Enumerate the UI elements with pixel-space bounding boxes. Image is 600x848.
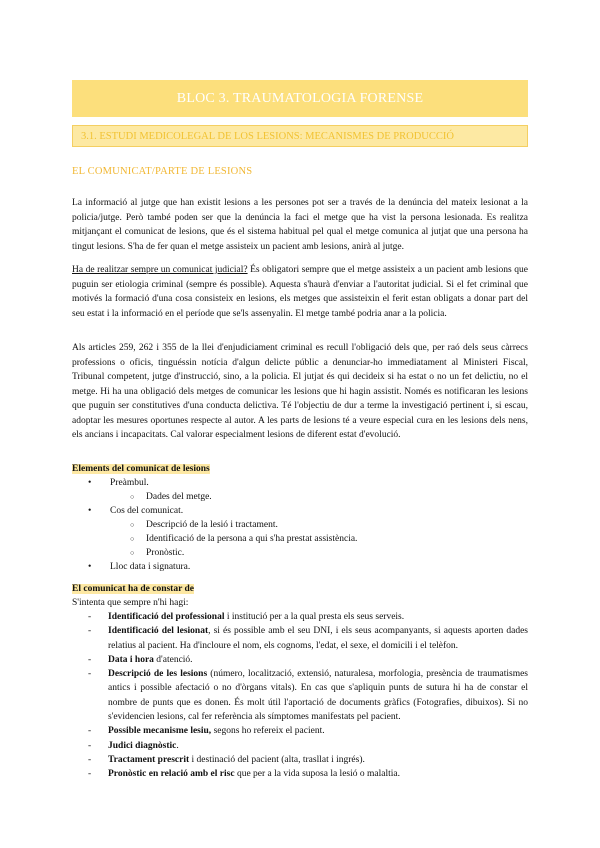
contents-list xyxy=(72,610,528,782)
item-key: Tractament prescrit xyxy=(108,754,190,765)
obligation-answer: És obligatori sempre que el metge assisteix a un pacient amb lesions que puguin ser etiologia criminal (sempre és possible). Aquesta s'haurà d'enviar a l'autoritat judicial. Si el fet criminal que motivés la formació d'una cosa consisteix en lesions, els metges que assisteixin el ferit estan obligats a donar part del seu estat i la informació en el període que se'ls assenyalin. El metge també podria anar a la policia. xyxy=(72,265,528,319)
list-item xyxy=(72,476,528,504)
contents-title xyxy=(72,582,194,596)
item-text: (número, localització, extensió, naturalesa, morfologia, presència de traumatismes antics i possible afectació o no d'òrgans vitals). En cas que s'apliquin punts de sutura hi ha de constar el nombre de punts que es donen. És molt útil l'aportació de documents gràfics (Fotografies, dibuixos). Si no s'evidencien lesions, cal fer referència als símptomes manifestats pel pacient. xyxy=(108,669,529,723)
sub-list-item: ○ Dades del metge. xyxy=(110,490,528,504)
list-item xyxy=(72,653,528,667)
item-text: , si és possible amb el seu DNI, i els seus acompanyants, si aquests aporten dades relatius al pacient. Ha d'incloure el nom, els cognoms, l'edat, el sexe, el domicili i el telèfon. xyxy=(108,626,528,651)
elements-list xyxy=(72,476,528,574)
item-key: Identificació del professional xyxy=(108,612,225,622)
item-key: Descripció de les lesions xyxy=(108,669,208,680)
item-key: Identificació del lesionat xyxy=(108,626,209,637)
bloc-title: BLOC 3. TRAUMATOLOGIA FORENSE xyxy=(176,90,424,106)
section-heading: EL COMUNICAT/PARTE DE LESIONS xyxy=(72,166,253,177)
list-item-label: Lloc data i signatura. xyxy=(110,562,191,572)
elements-title-text: Elements del comunicat de lesions xyxy=(72,464,210,474)
list-item-label: Preàmbul. xyxy=(110,478,149,488)
section-subtitle: 3.1. ESTUDI MEDICOLEGAL DE LOS LESIONS: MECANISMES DE PRODUCCIÓ xyxy=(81,130,454,142)
sub-list-item: ○ Pronòstic. xyxy=(110,546,528,560)
sub-list xyxy=(110,490,528,504)
sub-list-item: ○ Identificació de la persona a qui s'ha prestat assistència. xyxy=(110,532,528,546)
section-subtitle-banner xyxy=(72,125,528,147)
paragraph-obligation xyxy=(72,263,528,321)
item-text: i institució per a la qual presta els seus serveis. xyxy=(224,612,405,622)
list-item xyxy=(72,753,528,767)
list-item xyxy=(72,610,528,624)
obligation-question: Ha de realitzar sempre un comunicat judicial? xyxy=(72,265,248,275)
list-item-label: Cos del comunicat. xyxy=(110,506,184,516)
item-text: segons ho refereix el pacient. xyxy=(211,726,325,737)
list-item xyxy=(72,767,528,781)
list-item xyxy=(72,560,528,574)
elements-title xyxy=(72,462,210,476)
sub-list xyxy=(110,518,528,560)
list-item xyxy=(72,624,528,653)
contents-title-text: El comunicat ha de constar de xyxy=(72,584,195,594)
list-item xyxy=(72,739,528,753)
contents-intro: S'intenta que sempre n'hi hagi: xyxy=(72,598,189,608)
item-key: Data i hora xyxy=(108,654,154,665)
bloc-title-banner xyxy=(72,80,528,117)
item-text: . xyxy=(176,740,179,751)
item-text: d'atenció. xyxy=(153,654,193,665)
item-key: Possible mecanisme lesiu, xyxy=(108,726,212,737)
item-text: i destinació del pacient (alta, trasllat i ingrés). xyxy=(189,754,365,765)
item-key: Pronòstic en relació amb el risc xyxy=(108,769,235,780)
paragraph-intro: La informació al jutge que han existit lesions a les persones pot ser a través de la denúncia del mateix lesionat a la policia/jutge. Però també poden ser que la denúncia la faci el metge que ha vist la persona lesionada. Es realitza mitjançant el comunicat de lesions, que és el sistema habitual pel qual el metge comunica al jutjat que una persona ha tingut lesions. S'ha de fer quan el metge assisteix un pacient amb lesions, anirà al jutge. xyxy=(72,198,528,252)
list-item xyxy=(72,724,528,738)
list-item xyxy=(72,504,528,560)
list-item xyxy=(72,667,528,724)
item-key: Judici diagnòstic xyxy=(108,740,177,751)
item-text: que per a la vida suposa la lesió o malaltia. xyxy=(234,769,400,780)
sub-list-item: ○ Descripció de la lesió i tractament. xyxy=(110,518,528,532)
paragraph-articles: Als articles 259, 262 i 355 de la llei d'enjudiciament criminal es recull l'obligació dels que, per raó dels seus càrrecs professions o oficis, tinguéssin notícia d'algun delicte públic a denunciar-ho immediatament al Ministeri Fiscal, Tribunal competent, jutge d'instrucció, sino, a la policia. El jutjat és qui decideix si ha estat o no un fet delictiu, no el metge. Hi ha una obligació dels metges de comunicar les lesions que hi hagin assistit. Només es notificaran les lesions que puguin ser constitutives d'una conducta delictiva. Té l'objectiu de dur a terme la investigació pertinent i, si escau, adoptar les mesures oportunes respecte al autor. A les parts de lesions té a veure especial cura en les lesions dels nens, els ancians i incapacitats. Cal valorar especialment lesions de diferent estat d'evolució. xyxy=(72,343,528,440)
